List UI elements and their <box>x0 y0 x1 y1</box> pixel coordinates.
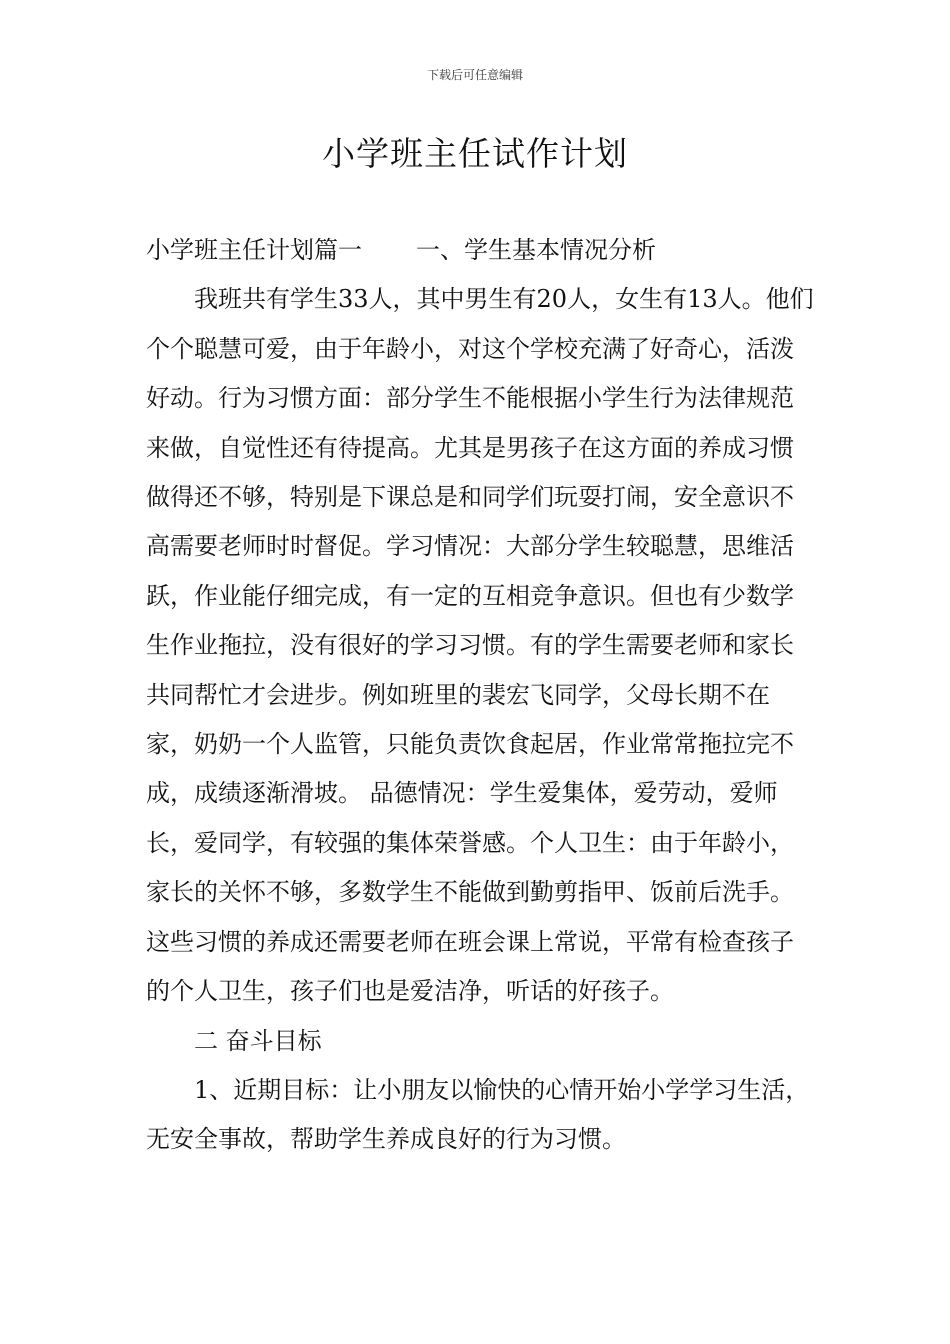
page-title: 小学班主任试作计划 <box>322 134 628 173</box>
section-heading-row <box>146 226 814 275</box>
paragraph-short-term-goal: 1、近期目标：让小朋友以愉快的心情开始小学学习生活，无安全事故，帮助学生养成良好的行为习惯。 <box>146 1075 810 1154</box>
header-note: 下载后可任意编辑 <box>426 68 523 82</box>
section-heading: 一、学生基本情况分析 <box>416 236 656 264</box>
paragraph-goal-heading: 二 奋斗目标 <box>194 1026 322 1055</box>
document-body <box>146 226 814 1165</box>
paragraph-student-analysis: 我班共有学生33人，其中男生有20人，女生有13人。他们个个聪慧可爱，由于年龄小，对这个学校充满了好奇心，活泼好动。行为习惯方面：部分学生不能根据小学生行为法律规范来做，自觉性还有待提高。尤其是男孩子在这方面的养成习惯做得还不够，特别是下课总是和同学们玩耍打闹，安全意识不高需要老师时时督促。学习情况：大部分学生较聪慧，思维活跃，作业能仔细完成，有一定的互相竞争意识。但也有少数学生作业拖拉，没有很好的学习习惯。有的学生需要老师和家长共同帮忙才会进步。例如班里的裴宏飞同学，父母长期不在家，奶奶一个人监管，只能负责饮食起居，作业常常拖拉完不成，成绩逐渐滑坡。 品德情况：学生爱集体，爱劳动，爱师长，爱同学，有较强的集体荣誉感。个人卫生：由于年龄小，家长的关怀不够，多数学生不能做到勤剪指甲、饭前后洗手。这些习惯的养成还需要老师在班会课上常说，平常有检查孩子的个人卫生，孩子们也是爱洁净，听话的好孩子。 <box>146 285 814 1006</box>
section-label: 小学班主任计划篇一 <box>146 236 362 264</box>
